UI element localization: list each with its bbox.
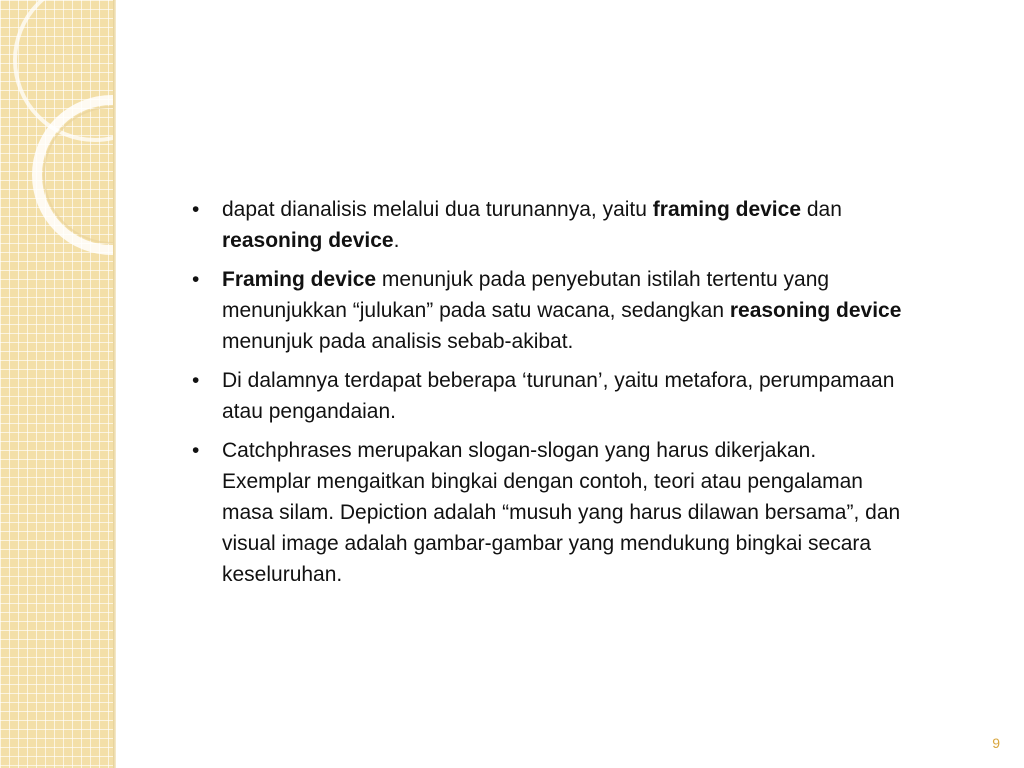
bullet-text-segment: dapat dianalisis melalui dua turunannya, yaitu [222,198,653,221]
bullet-text-bold: framing device [652,198,802,221]
bullet-text-bold: reasoning device [222,229,394,252]
bullet-icon: • [192,369,200,392]
bullet-text-segment: Di dalamnya terdapat beberapa ‘turunan’, yaitu metafora, perumpamaan atau pengandaian. [222,369,895,423]
bullet-item-2 [190,264,910,357]
bullet-text-segment: Catchphrases merupakan slogan-slogan yang harus dikerjakan. Exemplar mengaitkan bingkai dengan contoh, teori atau pengalaman masa silam. Depiction adalah “musuh yang harus dilawan bersama”, dan visual image adalah gambar-gambar yang mendukung bingkai secara keseluruhan. [222,439,901,586]
decorative-rings-icon [0,0,113,768]
decorative-sidebar [0,0,113,768]
sidebar-edge [113,0,116,768]
page-number: 9 [992,735,1000,751]
bullet-text-segment: menunjuk pada penyebutan istilah tertentu yang menunjukkan “julukan” pada satu wacana, sedangkan [222,268,830,322]
bullet-text-segment: dan [801,198,842,221]
bullet-item-1 [190,194,910,256]
bullet-icon: • [192,198,200,221]
bullet-text-bold: reasoning device [729,299,902,322]
bullet-item-3 [190,365,910,427]
slide-body [190,194,910,598]
bullet-icon: • [192,439,200,462]
ring-thick-icon [37,100,113,250]
bullet-text-segment: . [393,229,400,252]
bullet-item-4 [190,435,910,590]
bullet-text-bold: Framing device [222,268,377,291]
bullet-text-segment: menunjuk pada analisis sebab-akibat. [222,330,574,353]
bullet-icon: • [192,268,200,291]
